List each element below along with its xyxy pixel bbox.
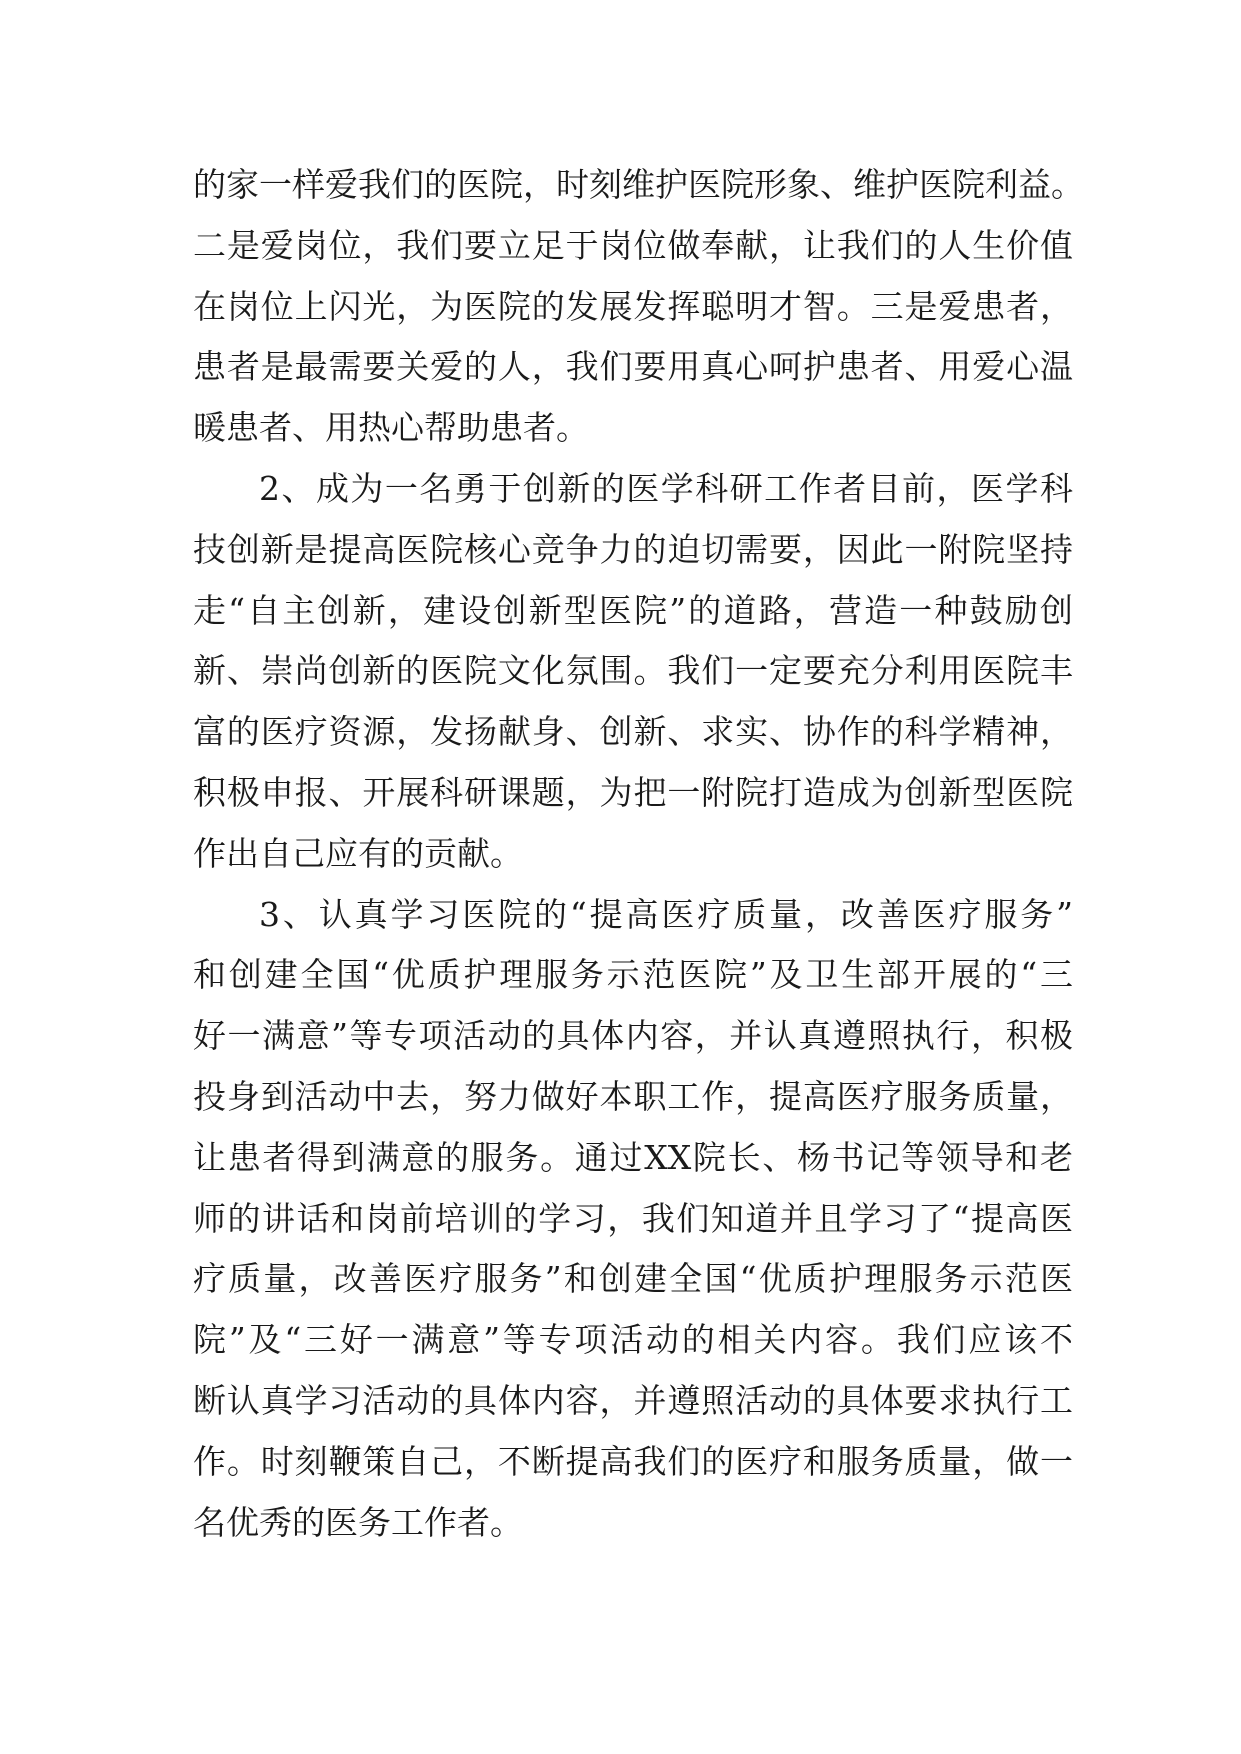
text-line: 富的医疗资源，发扬献身、创新、求实、协作的科学精神， xyxy=(193,712,1073,752)
text-line: 积极申报、开展科研课题，为把一附院打造成为创新型医院 xyxy=(193,772,1073,812)
paragraph-innovation xyxy=(193,459,1073,885)
text-line: 二是爱岗位，我们要立足于岗位做奉献，让我们的人生价值 xyxy=(193,225,1073,265)
text-line: 师的讲话和岗前培训的学习，我们知道并且学习了“提高医 xyxy=(193,1198,1073,1238)
text-line: 2、成为一名勇于创新的医学科研工作者目前，医学科 xyxy=(259,468,1073,508)
text-line: 3、认真学习医院的“提高医疗质量，改善医疗服务” xyxy=(259,894,1073,934)
text-line: 患者是最需要关爱的人，我们要用真心呵护患者、用爱心温 xyxy=(193,347,1073,387)
text-line: 技创新是提高医院核心竞争力的迫切需要，因此一附院坚持 xyxy=(193,529,1073,569)
text-line: 作出自己应有的贡献。 xyxy=(193,833,523,873)
paragraph-study-activities xyxy=(193,885,1073,1554)
paragraph-love-hospital xyxy=(193,155,1084,459)
text-line: 好一满意”等专项活动的具体内容，并认真遵照执行，积极 xyxy=(193,1016,1073,1056)
text-line: 和创建全国“优质护理服务示范医院”及卫生部开展的“三 xyxy=(193,955,1073,995)
text-line: 新、崇尚创新的医院文化氛围。我们一定要充分利用医院丰 xyxy=(193,651,1073,691)
document-body xyxy=(193,155,1084,1553)
text-line: 作。时刻鞭策自己，不断提高我们的医疗和服务质量，做一 xyxy=(193,1441,1073,1481)
text-line: 让患者得到满意的服务。通过XX院长、杨书记等领导和老 xyxy=(193,1137,1073,1177)
text-line: 在岗位上闪光，为医院的发展发挥聪明才智。三是爱患者， xyxy=(193,286,1073,326)
text-line: 投身到活动中去，努力做好本职工作，提高医疗服务质量， xyxy=(193,1076,1073,1116)
text-line: 名优秀的医务工作者。 xyxy=(193,1502,523,1542)
text-line: 疗质量，改善医疗服务”和创建全国“优质护理服务示范医 xyxy=(193,1259,1073,1299)
text-line: 的家一样爱我们的医院，时刻维护医院形象、维护医院利益。 xyxy=(193,165,1084,204)
text-line: 走“自主创新，建设创新型医院”的道路，营造一种鼓励创 xyxy=(193,590,1073,630)
text-line: 暖患者、用热心帮助患者。 xyxy=(193,408,589,448)
text-line: 断认真学习活动的具体内容，并遵照活动的具体要求执行工 xyxy=(193,1380,1073,1420)
text-line: 院”及“三好一满意”等专项活动的相关内容。我们应该不 xyxy=(193,1320,1073,1360)
